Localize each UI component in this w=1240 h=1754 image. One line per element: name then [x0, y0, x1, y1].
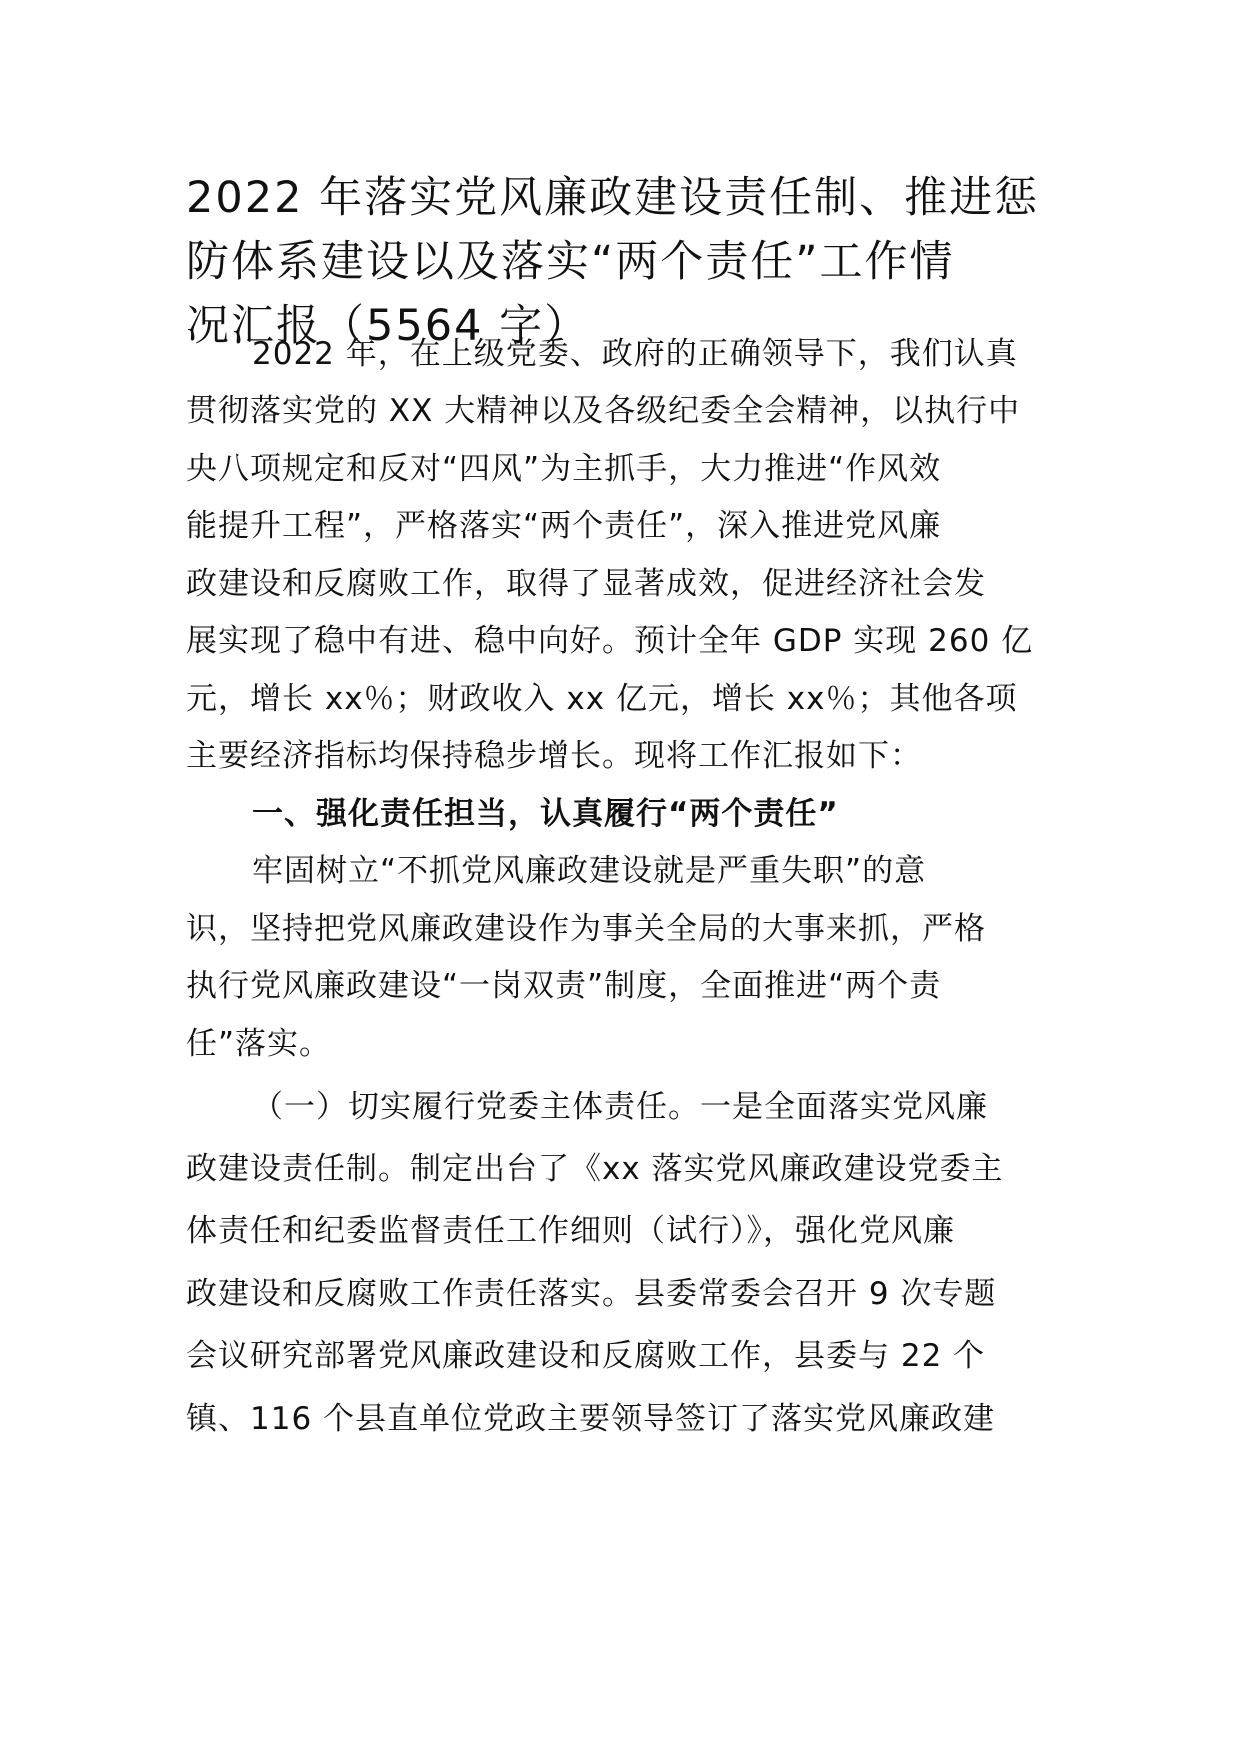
text-line: 识，坚持把党风廉政建设作为事关全局的大事来抓，严格	[186, 911, 986, 947]
text-line: 政建设和反腐败工作，取得了显著成效，促进经济社会发	[186, 566, 986, 602]
text-line: 体责任和纪委监督责任工作细则（试行）》，强化党风廉	[186, 1213, 955, 1249]
title-line-3: 况汇报（5564 字）	[186, 301, 590, 351]
title-line-2: 防体系建设以及落实“两个责任”工作情	[186, 237, 955, 287]
text-line: 政建设责任制。制定出台了《xx 落实党风廉政建设党委主	[186, 1151, 1004, 1187]
text-line: 政建设和反腐败工作责任落实。县委常委会召开 9 次专题	[186, 1276, 997, 1312]
text-line: 展实现了稳中有进、稳中向好。预计全年 GDP 实现 260 亿	[186, 623, 1034, 659]
text-line: 会议研究部署党风廉政建设和反腐败工作，县委与 22 个	[186, 1338, 986, 1374]
text-line: 主要经济指标均保持稳步增长。现将工作汇报如下：	[186, 738, 922, 774]
text-line: （一）切实履行党委主体责任。一是全面落实党风廉	[252, 1089, 988, 1125]
section-heading: 一、强化责任担当，认真履行“两个责任”	[252, 796, 839, 832]
text-line: 任”落实。	[186, 1026, 332, 1062]
text-line: 元，增长 xx％；财政收入 xx 亿元，增长 xx％；其他各项	[186, 681, 1018, 717]
text-line: 执行党风廉政建设“一岗双责”制度，全面推进“两个责	[186, 968, 942, 1004]
text-line: 镇、116 个县直单位党政主要领导签订了落实党风廉政建	[186, 1401, 996, 1437]
text-line: 央八项规定和反对“四风”为主抓手，大力推进“作风效	[186, 451, 942, 487]
title-line-1: 2022 年落实党风廉政建设责任制、推进惩	[186, 173, 1040, 223]
text-line: 2022 年，在上级党委、政府的正确领导下，我们认真	[252, 336, 1018, 372]
text-line: 能提升工程”，严格落实“两个责任”，深入推进党风廉	[186, 508, 942, 544]
text-line: 贯彻落实党的 XX 大精神以及各级纪委全会精神，以执行中	[186, 393, 1021, 429]
text-line: 牢固树立“不抓党风廉政建设就是严重失职”的意	[252, 853, 927, 889]
document-title	[186, 166, 1066, 358]
